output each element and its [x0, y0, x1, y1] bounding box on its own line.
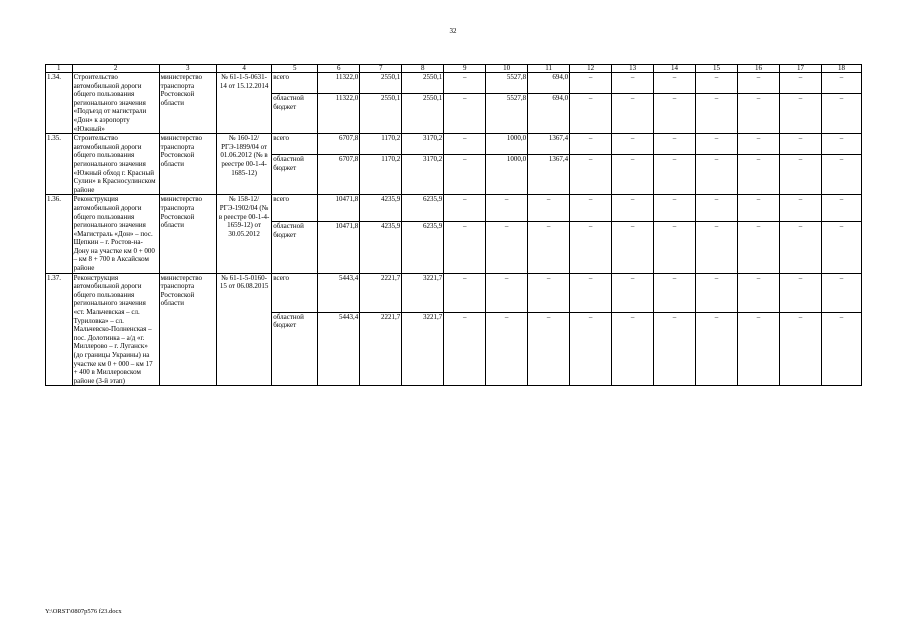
funding-source: всего	[272, 195, 318, 222]
amount-cell: –	[444, 73, 486, 94]
amount-cell: –	[696, 273, 738, 312]
column-header: 2	[72, 65, 159, 73]
funding-source: всего	[272, 273, 318, 312]
column-header: 9	[444, 65, 486, 73]
responsible-agency: министерство транспорта Ростовской области	[159, 134, 216, 195]
amount-cell: –	[821, 73, 861, 94]
amount-cell: –	[696, 195, 738, 222]
amount-cell: –	[779, 312, 821, 386]
funding-source: областной бюджет	[272, 94, 318, 134]
column-header: 1	[46, 65, 73, 73]
amount-cell: 3170,2	[402, 155, 444, 195]
amount-cell: –	[821, 155, 861, 195]
amount-cell: –	[737, 312, 779, 386]
amount-cell: –	[612, 134, 654, 155]
amount-cell: –	[654, 312, 696, 386]
funding-source: всего	[272, 73, 318, 94]
amount-cell: –	[570, 94, 612, 134]
amount-cell: –	[779, 73, 821, 94]
responsible-agency: министерство транспорта Ростовской области	[159, 273, 216, 386]
row-number: 1.35.	[46, 134, 73, 195]
amount-cell: –	[528, 222, 570, 273]
table-row	[46, 273, 862, 312]
column-header: 7	[360, 65, 402, 73]
row-number: 1.37.	[46, 273, 73, 386]
object-name: Реконструкция автомобильной дороги общего пользования регионального значения «Магистраль «Дон» – пос. Щепкин – г. Ростов-на-Дону на участке км 0 + 000 – км 8 + 700 в Аксайском районе	[72, 195, 159, 273]
column-header: 13	[612, 65, 654, 73]
column-header: 15	[696, 65, 738, 73]
amount-cell: 3221,7	[402, 273, 444, 312]
column-header: 12	[570, 65, 612, 73]
amount-cell: 3221,7	[402, 312, 444, 386]
amount-cell: 1367,4	[528, 155, 570, 195]
amount-cell: 11322,0	[318, 73, 360, 94]
column-header: 10	[486, 65, 528, 73]
expertise-document: № 61-1-5-0631-14 от 15.12.2014	[216, 73, 271, 134]
amount-cell: –	[779, 222, 821, 273]
expertise-document: № 61-1-5-0160-15 от 06.08.2015	[216, 273, 271, 386]
responsible-agency: министерство транспорта Ростовской области	[159, 73, 216, 134]
amount-cell: –	[696, 222, 738, 273]
amount-cell: 2550,1	[360, 94, 402, 134]
amount-cell: –	[570, 134, 612, 155]
column-header: 8	[402, 65, 444, 73]
amount-cell: 3170,2	[402, 134, 444, 155]
object-name: Строительство автомобильной дороги общего пользования регионального значения «Южный обход г. Красный Сулин» в Красносулинском районе	[72, 134, 159, 195]
amount-cell: –	[444, 134, 486, 155]
funding-source: областной бюджет	[272, 222, 318, 273]
amount-cell: 6235,9	[402, 195, 444, 222]
amount-cell: –	[696, 134, 738, 155]
page-number: 32	[449, 27, 457, 35]
amount-cell: 694,0	[528, 73, 570, 94]
amount-cell: 10471,8	[318, 195, 360, 222]
column-header: 5	[272, 65, 318, 73]
amount-cell: –	[612, 273, 654, 312]
table-row	[46, 73, 862, 94]
column-header: 3	[159, 65, 216, 73]
amount-cell: –	[737, 273, 779, 312]
amount-cell: 4235,9	[360, 222, 402, 273]
amount-cell: –	[486, 273, 528, 312]
amount-cell: –	[654, 155, 696, 195]
funding-source: областной бюджет	[272, 312, 318, 386]
amount-cell: –	[654, 222, 696, 273]
amount-cell: –	[570, 155, 612, 195]
amount-cell: –	[654, 94, 696, 134]
column-header: 16	[737, 65, 779, 73]
amount-cell: –	[821, 222, 861, 273]
amount-cell: 2550,1	[402, 73, 444, 94]
amount-cell: –	[779, 195, 821, 222]
amount-cell: 2221,7	[360, 273, 402, 312]
amount-cell: –	[570, 273, 612, 312]
row-number: 1.34.	[46, 73, 73, 134]
amount-cell: 5443,4	[318, 312, 360, 386]
amount-cell: –	[444, 273, 486, 312]
amount-cell: –	[779, 94, 821, 134]
amount-cell: 1000,0	[486, 155, 528, 195]
amount-cell: –	[486, 195, 528, 222]
amount-cell: 1367,4	[528, 134, 570, 155]
amount-cell: 5443,4	[318, 273, 360, 312]
amount-cell: –	[612, 195, 654, 222]
object-name: Строительство автомобильной дороги общего пользования регионального значения «Подъезд от магистрали «Дон» к аэропорту «Южный»	[72, 73, 159, 134]
amount-cell: –	[528, 273, 570, 312]
amount-cell: –	[444, 222, 486, 273]
amount-cell: –	[654, 73, 696, 94]
amount-cell: –	[821, 94, 861, 134]
amount-cell: –	[528, 195, 570, 222]
amount-cell: 1170,2	[360, 134, 402, 155]
amount-cell: 5527,8	[486, 94, 528, 134]
amount-cell: –	[612, 312, 654, 386]
amount-cell: –	[654, 195, 696, 222]
amount-cell: 6707,8	[318, 134, 360, 155]
column-header: 17	[779, 65, 821, 73]
amount-cell: 694,0	[528, 94, 570, 134]
table-row	[46, 195, 862, 222]
amount-cell: –	[696, 312, 738, 386]
column-header: 11	[528, 65, 570, 73]
amount-cell: –	[821, 195, 861, 222]
table-row	[46, 134, 862, 155]
column-header: 4	[216, 65, 271, 73]
expertise-document: № 160-12/РГЭ-1899/04 от 01.06.2012 (№ в реестре 00-1-4-1685-12)	[216, 134, 271, 195]
amount-cell: –	[486, 312, 528, 386]
amount-cell: –	[696, 155, 738, 195]
amount-cell: –	[696, 73, 738, 94]
amount-cell: –	[444, 155, 486, 195]
column-header: 6	[318, 65, 360, 73]
amount-cell: –	[570, 73, 612, 94]
amount-cell: –	[779, 155, 821, 195]
amount-cell: –	[779, 134, 821, 155]
amount-cell: –	[444, 312, 486, 386]
amount-cell: 1000,0	[486, 134, 528, 155]
amount-cell: –	[570, 195, 612, 222]
amount-cell: –	[737, 134, 779, 155]
program-table	[45, 64, 862, 386]
amount-cell: –	[737, 94, 779, 134]
amount-cell: –	[570, 222, 612, 273]
amount-cell: 1170,2	[360, 155, 402, 195]
amount-cell: –	[737, 222, 779, 273]
amount-cell: –	[612, 94, 654, 134]
amount-cell: 6235,9	[402, 222, 444, 273]
amount-cell: –	[528, 312, 570, 386]
funding-source: областной бюджет	[272, 155, 318, 195]
funding-source: всего	[272, 134, 318, 155]
amount-cell: –	[612, 222, 654, 273]
amount-cell: –	[779, 273, 821, 312]
amount-cell: –	[654, 273, 696, 312]
column-header: 18	[821, 65, 861, 73]
amount-cell: 2550,1	[360, 73, 402, 94]
amount-cell: –	[737, 195, 779, 222]
amount-cell: 2221,7	[360, 312, 402, 386]
amount-cell: –	[486, 222, 528, 273]
amount-cell: –	[612, 73, 654, 94]
expertise-document: № 158-12/РГЭ-1902/04 (№ в реестре 00-1-4-1659-12) от 30.05.2012	[216, 195, 271, 273]
amount-cell: –	[821, 273, 861, 312]
responsible-agency: министерство транспорта Ростовской области	[159, 195, 216, 273]
amount-cell: –	[737, 155, 779, 195]
amount-cell: 11322,0	[318, 94, 360, 134]
amount-cell: –	[654, 134, 696, 155]
header-row	[46, 65, 862, 73]
amount-cell: 4235,9	[360, 195, 402, 222]
file-path-footer: Y:\ORST\0807p576 f23.docx	[45, 608, 122, 615]
amount-cell: –	[444, 195, 486, 222]
column-header: 14	[654, 65, 696, 73]
table-body	[46, 73, 862, 386]
amount-cell: –	[737, 73, 779, 94]
amount-cell: 10471,8	[318, 222, 360, 273]
object-name: Реконструкция автомобильной дороги общего пользования регионального значения «ст. Мальчевская – сл. Туриловка» – сл. Мальчевско-Полненская – пос. Долотинка – а/д «г. Миллерово – г. Луганск» (до границы Украины) на участке км 0 + 000 – км 17 + 400 в Миллеровском районе (3-й этап)	[72, 273, 159, 386]
amount-cell: –	[444, 94, 486, 134]
amount-cell: 6707,8	[318, 155, 360, 195]
amount-cell: –	[696, 94, 738, 134]
amount-cell: 5527,8	[486, 73, 528, 94]
amount-cell: –	[570, 312, 612, 386]
amount-cell: –	[821, 312, 861, 386]
amount-cell: –	[821, 134, 861, 155]
amount-cell: –	[612, 155, 654, 195]
amount-cell: 2550,1	[402, 94, 444, 134]
row-number: 1.36.	[46, 195, 73, 273]
